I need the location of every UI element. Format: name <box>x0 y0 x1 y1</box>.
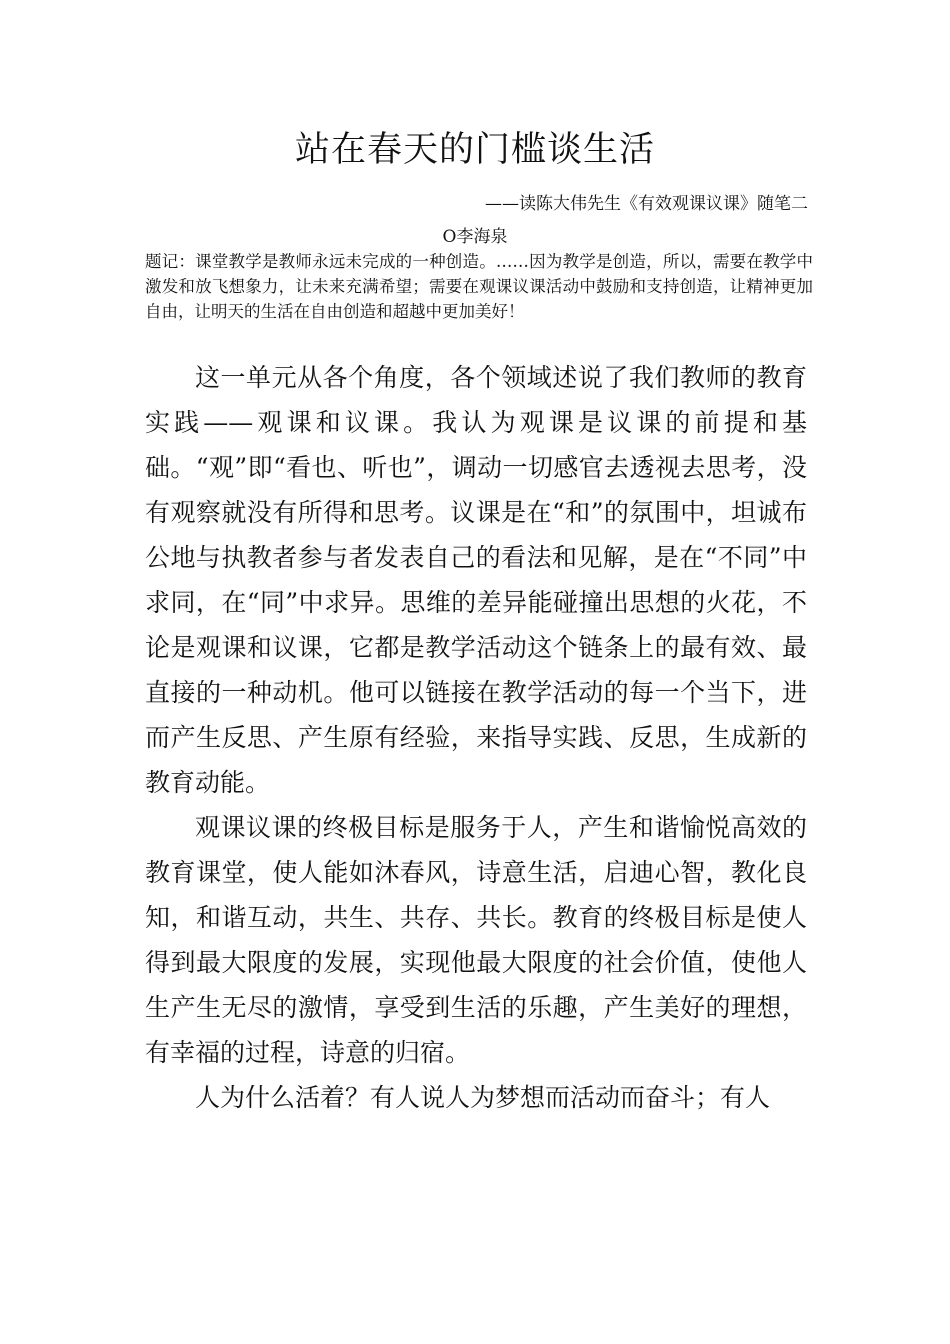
paragraph-3: 人为什么活着？有人说人为梦想而活动而奋斗；有人 <box>195 1083 771 1112</box>
paragraph-2: 观课议课的终极目标是服务于人，产生和谐愉悦高效的教育课堂，使人能如沐春风，诗意生活，启迪心智，教化良知，和谐互动，共生、共存、共长。教育的终极目标是使人得到最大限度的发展，实现他最大限度的社会价值，使他人生产生无尽的激情，享受到生活的乐趣，产生美好的理想，有幸福的过程，诗意的归宿。 <box>145 813 807 1067</box>
body-text <box>145 355 807 1120</box>
document-author: O李海泉 <box>442 227 508 247</box>
paragraph-1: 这一单元从各个角度，各个领域述说了我们教师的教育实践——观课和议课。我认为观课是议课的前提和基础。“观”即“看也、听也”，调动一切感官去透视去思考，没有观察就没有所得和思考。议课是在“和”的氛围中，坦诚布公地与执教者参与者发表自己的看法和见解，是在“不同”中求同，在“同”中求异。思维的差异能碰撞出思想的火花，不论是观课和议课，它都是教学活动这个链条上的最有效、最直接的一种动机。他可以链接在教学活动的每一个当下，进而产生反思、产生原有经验，来指导实践、反思，生成新的教育动能。 <box>145 363 807 797</box>
document-subtitle: ——读陈大伟先生《有效观课议课》随笔二 <box>485 194 808 214</box>
document-title: 站在春天的门槛谈生活 <box>294 130 655 170</box>
epigraph: 题记：课堂教学是教师永远未完成的一种创造。……因为教学是创造，所以，需要在教学中激发和放飞想象力，让未来充满希望；需要在观课议课活动中鼓励和支持创造，让精神更加自由，让明天的生活在自由创造和超越中更加美好！ <box>145 252 813 321</box>
